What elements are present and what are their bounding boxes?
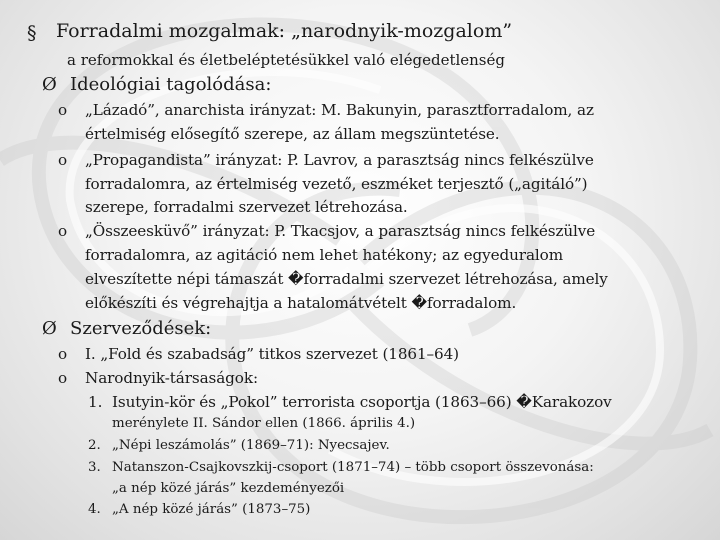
ideology-item-3-line-4: előkészíti és végrehajtja a hatalomátvételt �forradalom. (85, 294, 517, 312)
ideology-item-3-line-1: „Összeesküvő” irányzat: P. Tkacsjov, a parasztság nincs felkészülve (85, 222, 596, 240)
numbered-item-1-line-1: Isutyin-kör és „Pokol” terrorista csoportja (1863–66) �Karakozov (112, 393, 612, 411)
numbered-item-4-line-1: „A nép közé járás” (1873–75) (112, 502, 311, 517)
ideology-item-3-line-2: forradalomra, az agitáció nem lehet hatékony; az egyeduralom (85, 246, 564, 264)
ideology-item-1-line-2: értelmiség elősegítő szerepe, az állam megszüntetése. (85, 125, 500, 143)
ideology-item-2-line-3: szerepe, forradalmi szervezet létrehozása. (85, 198, 408, 216)
numbered-item-1-number: 1. (88, 393, 103, 411)
numbered-item-4-number: 4. (88, 502, 101, 517)
circle-bullet-icon: o (58, 151, 68, 169)
circle-bullet-icon: o (58, 222, 68, 240)
arrow-bullet-icon: Ø (42, 74, 57, 95)
ideology-item-2-line-1: „Propagandista” irányzat: P. Lavrov, a parasztság nincs felkészülve (85, 151, 594, 169)
ideology-item-2-line-2: forradalomra, az értelmiség vezető, eszméket terjesztő („agitáló”) (85, 175, 588, 193)
ideology-item-3-line-3: elveszítette népi támaszát �forradalmi szervezet létrehozása, amely (85, 270, 608, 288)
organization-item-1: I. „Fold és szabadság” titkos szervezet (1861–64) (85, 345, 459, 363)
title-bullet-icon: § (27, 22, 37, 44)
numbered-item-3-line-2: „a nép közé járás” kezdeményezői (112, 481, 345, 496)
ideology-item-1-line-1: „Lázadó”, anarchista irányzat: M. Bakunyin, parasztforradalom, az (85, 101, 594, 119)
slide-title: Forradalmi mozgalmak: „narodnyik-mozgalom” (56, 20, 513, 42)
section-heading-ideology: Ideológiai tagolódása: (70, 74, 272, 95)
arrow-bullet-icon: Ø (42, 318, 57, 339)
circle-bullet-icon: o (58, 345, 68, 363)
slide-subtitle: a reformokkal és életbeléptetésükkel való elégedetlenség (67, 51, 505, 69)
circle-bullet-icon: o (58, 101, 68, 119)
numbered-item-3-line-1: Natanszon-Csajkovszkij-csoport (1871–74) – több csoport összevonása: (112, 460, 594, 475)
section-heading-organizations: Szerveződések: (70, 318, 212, 339)
numbered-item-2-line-1: „Népi leszámolás” (1869–71): Nyecsajev. (112, 438, 390, 453)
numbered-item-1-line-2: merénylete II. Sándor ellen (1866. április 4.) (112, 416, 416, 431)
organization-item-2: Narodnyik-társaságok: (85, 369, 258, 387)
numbered-item-3-number: 3. (88, 460, 101, 475)
numbered-item-2-number: 2. (88, 438, 101, 453)
circle-bullet-icon: o (58, 369, 68, 387)
